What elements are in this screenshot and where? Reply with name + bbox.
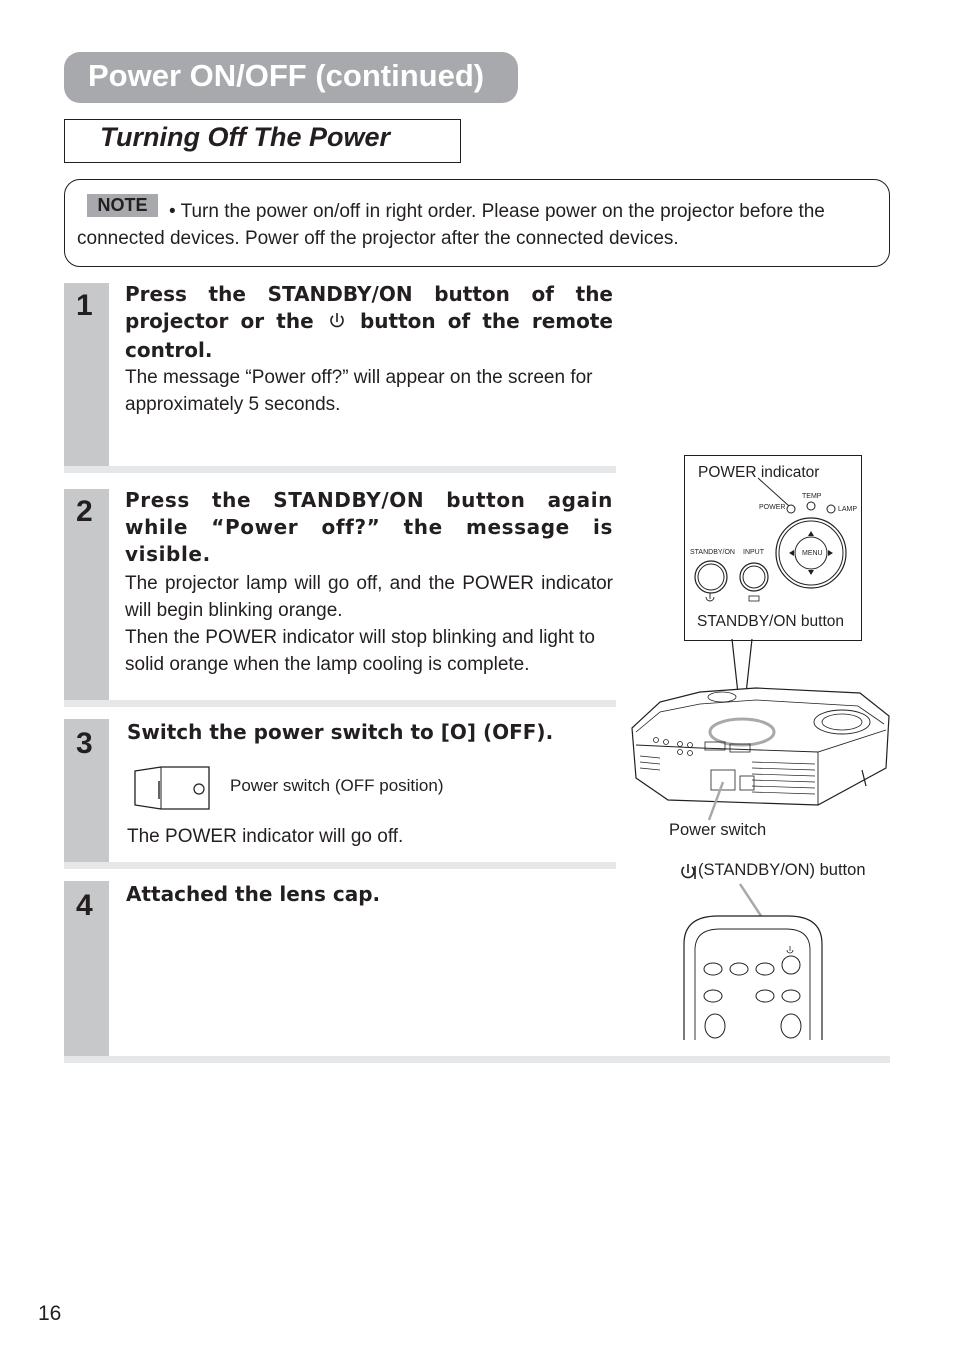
step-3-number: 3 [76,727,93,760]
step-3-heading: Switch the power switch to [O] (OFF). [127,720,554,744]
panel-standby-label: STANDBY/ON [690,549,735,556]
step-4-heading: Attached the lens cap. [126,882,381,906]
step-2-heading: Press the STANDBY/ON button again while “Power off?” the message is visible. [125,488,613,566]
step-2-number: 2 [76,495,93,528]
note-text: • Turn the power on/off in right order. Please power on the projector before the connected devices. Power off the projector after the connected devices. [77,201,825,249]
power-indicator-label: POWER indicator [698,464,820,481]
step-1-body: The message “Power off?” will appear on the screen for approximately 5 seconds. [125,367,593,415]
step-1-heading-part2: button of the remote control. [125,309,613,362]
step-3-body: The POWER indicator will go off. [127,826,404,847]
panel-input-label: INPUT [743,549,764,556]
panel-power-label: POWER [759,504,786,511]
step-1-heading-part1: Press the STANDBY/ON button of the projector or the [125,282,613,333]
page-title: Power ON/OFF (continued) [88,58,485,93]
power-switch-label: Power switch [669,821,767,839]
panel-temp-label: TEMP [802,493,822,500]
step-1-number: 1 [76,289,93,322]
section-heading: Turning Off The Power [100,122,391,152]
note-badge: NOTE [87,194,158,217]
panel-menu-label: MENU [802,550,823,557]
standby-button-label: STANDBY/ON button [697,613,845,630]
panel-lamp-label: LAMP [838,506,858,513]
power-switch-off-label: Power switch (OFF position) [230,776,444,795]
remote-standby-button-label: (STANDBY/ON) button [698,861,866,879]
step-2-body-2: Then the POWER indicator will stop blinking and light to solid orange when the lamp cooling is complete. [125,627,595,675]
page-number: 16 [38,1302,62,1325]
step-4-number: 4 [76,889,93,922]
step-2-body-1: The projector lamp will go off, and the POWER indicator will begin blinking orange. [125,573,613,621]
